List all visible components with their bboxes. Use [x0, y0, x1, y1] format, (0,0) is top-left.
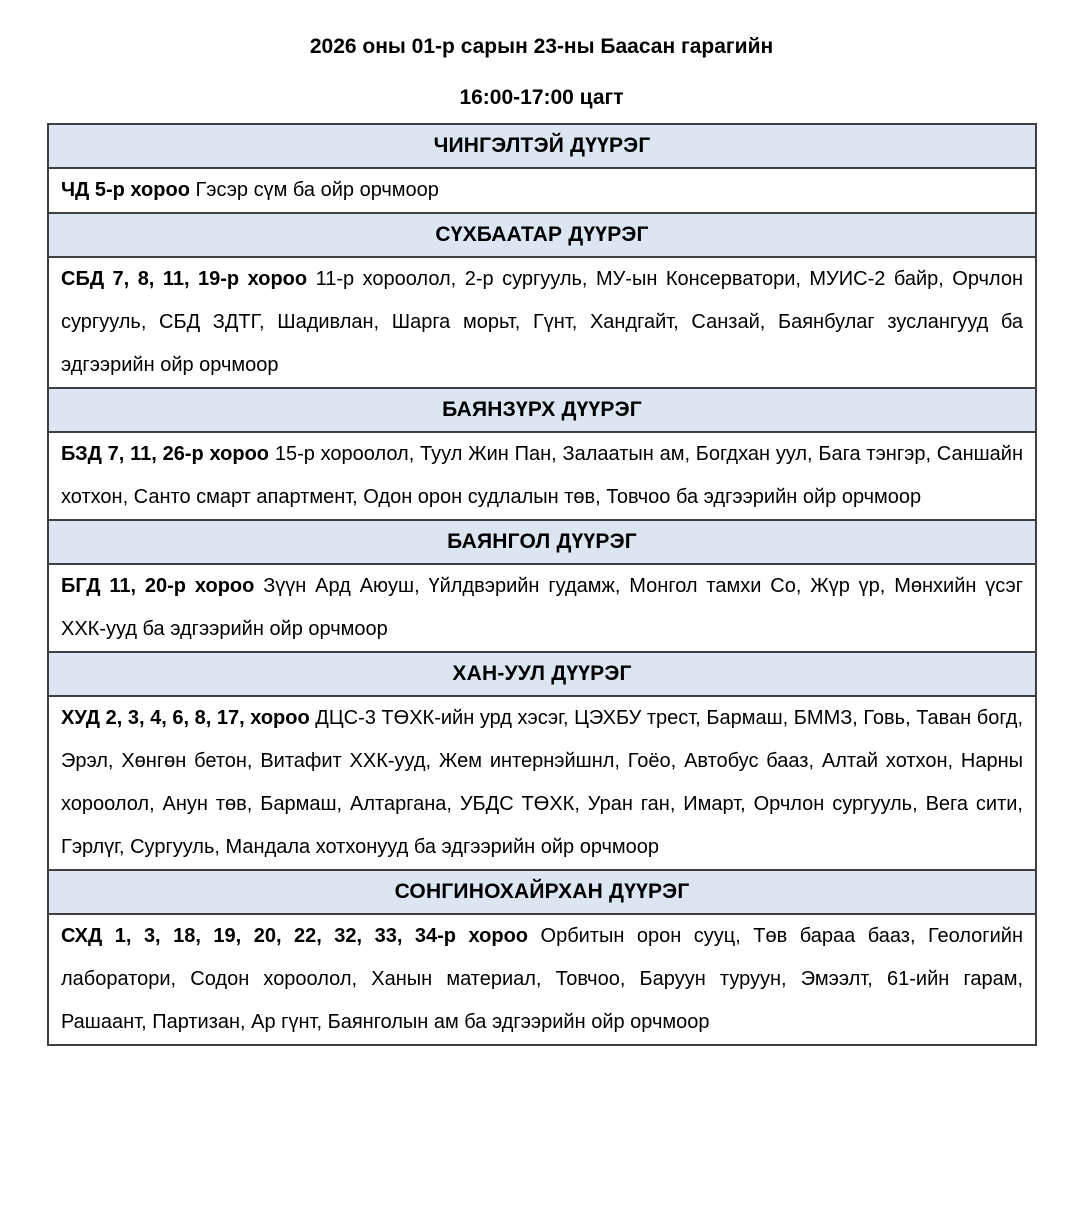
district-header-row — [48, 520, 1036, 564]
district-header-row — [48, 124, 1036, 168]
outage-row — [48, 696, 1036, 870]
areas-text: Зүүн Ард Аюуш, Үйлдвэрийн гудамж, Монгол тамхи Со, Жүр үр, Мөнхийн үсэг ХХК-ууд ба эдгээрийн ойр орчмоор — [61, 575, 1023, 640]
khoroo-label: БЗД 7, 11, 26-р хороо — [61, 443, 270, 465]
outage-details — [48, 914, 1036, 1045]
khoroo-label: БГД 11, 20-р хороо — [61, 575, 255, 597]
district-header: БАЯНЗҮРХ ДҮҮРЭГ — [48, 388, 1036, 432]
page-subtitle: 16:00-17:00 цагт — [459, 86, 624, 109]
khoroo-label: СБД 7, 8, 11, 19-р хороо — [61, 268, 308, 290]
outage-details — [48, 432, 1036, 520]
khoroo-label: СХД 1, 3, 18, 19, 20, 22, 32, 33, 34-р хороо — [61, 925, 529, 947]
district-header: ЧИНГЭЛТЭЙ ДҮҮРЭГ — [48, 124, 1036, 168]
outage-row — [48, 168, 1036, 213]
district-header-row — [48, 652, 1036, 696]
areas-text: Орбитын орон сууц, Төв бараа бааз, Геологийн лаборатори, Содон хороолол, Ханын материал, Товчоо, Баруун туруун, Эмээлт, 61-ийн гарам, Рашаант, Партизан, Ар гүнт, Баянголын ам ба эдгээрийн ойр орчмоор — [61, 925, 1023, 1033]
district-header-row — [48, 213, 1036, 257]
areas-text: Гэсэр сүм ба ойр орчмоор — [195, 179, 439, 201]
outage-row — [48, 914, 1036, 1045]
outage-row — [48, 564, 1036, 652]
district-header: СОНГИНОХАЙРХАН ДҮҮРЭГ — [48, 870, 1036, 914]
outage-row — [48, 432, 1036, 520]
outage-details — [48, 564, 1036, 652]
district-header-row — [48, 870, 1036, 914]
khoroo-label: ХУД 2, 3, 4, 6, 8, 17, хороо — [61, 707, 310, 729]
outage-schedule-table — [47, 123, 1037, 1046]
district-header: БАЯНГОЛ ДҮҮРЭГ — [48, 520, 1036, 564]
district-header: СҮХБААТАР ДҮҮРЭГ — [48, 213, 1036, 257]
khoroo-label: ЧД 5-р хороо — [61, 179, 190, 201]
district-header: ХАН-УУЛ ДҮҮРЭГ — [48, 652, 1036, 696]
areas-text: 11-р хороолол, 2-р сургууль, МУ-ын Консерватори, МУИС-2 байр, Орчлон сургууль, СБД ЗДТГ, Шадивлан, Шарга морьт, Гүнт, Хандгайт, Санзай, Баянбулаг зуслангууд ба эдгээрийн ойр орчмоор — [61, 268, 1023, 376]
district-header-row — [48, 388, 1036, 432]
outage-details — [48, 696, 1036, 870]
outage-details — [48, 257, 1036, 388]
outage-details — [48, 168, 1036, 213]
areas-text: 15-р хороолол, Туул Жин Пан, Залаатын ам, Богдхан уул, Бага тэнгэр, Саншайн хотхон, Санто смарт апартмент, Одон орон судлалын төв, Товчоо ба эдгээрийн ойр орчмоор — [61, 443, 1024, 508]
outage-row — [48, 257, 1036, 388]
page-title: 2026 оны 01-р сарын 23-ны Баасан гарагийн — [309, 35, 774, 58]
areas-text: ДЦС-3 ТӨХК-ийн урд хэсэг, ЦЭХБУ трест, Бармаш, БММЗ, Говь, Таван богд, Эрэл, Хөнгөн бетон, Витафит ХХК-ууд, Жем интернэйшнл, Гоёо, Автобус бааз, Алтай хотхон, Нарны хороолол, Анун төв, Бармаш, Алтаргана, УБДС ТӨХК, Уран ган, Имарт, Орчлон сургууль, Вега сити, Гэрлүг, Сургууль, Мандала хотхонууд ба эдгээрийн ойр орчмоор — [61, 707, 1024, 858]
